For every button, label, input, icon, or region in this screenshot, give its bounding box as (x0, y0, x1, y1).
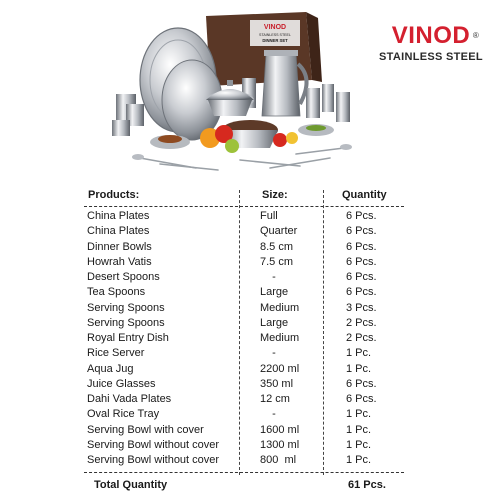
table-row (84, 438, 404, 453)
header-quantity: Quantity (342, 189, 387, 201)
table-row (84, 224, 404, 239)
cell-quantity: 6 Pcs. (346, 393, 377, 405)
cell-quantity: 6 Pcs. (346, 210, 377, 222)
table-row (84, 453, 404, 468)
total-row (84, 477, 404, 493)
header-products: Products: (88, 189, 140, 201)
brand-name-text: VINOD (391, 22, 471, 49)
cell-product: China Plates (87, 210, 150, 222)
table-row (84, 255, 404, 270)
cell-quantity: 1 Pc. (346, 347, 372, 360)
total-value: 61 Pcs. (348, 479, 386, 491)
cell-product: Juice Glasses (87, 377, 156, 390)
cell-product: Dahi Vada Plates (87, 393, 172, 405)
cell-quantity: 6 Pcs. (346, 225, 377, 238)
cell-quantity: 2 Pcs. (346, 332, 377, 344)
table-row (84, 377, 404, 392)
cell-product: Serving Bowl with cover (87, 423, 204, 436)
dinner-set-illustration (100, 8, 360, 180)
cell-quantity: 6 Pcs. (346, 286, 377, 299)
total-label: Total Quantity (94, 479, 168, 491)
cell-size: - (272, 271, 276, 283)
box-brand: VINOD (263, 24, 287, 31)
table-row (84, 346, 404, 361)
table-header (84, 187, 404, 207)
cell-product: Serving Bowl without cover (87, 438, 220, 451)
cell-quantity: 6 Pcs. (346, 271, 377, 283)
table-row (84, 240, 404, 255)
cell-size: Medium (260, 332, 300, 344)
cell-quantity: 3 Pcs. (346, 301, 377, 314)
table-body (84, 209, 404, 468)
cell-size: Large (260, 316, 289, 329)
cell-size: 12 cm (260, 393, 290, 405)
registered-mark: ® (472, 31, 480, 40)
table-row (84, 392, 404, 407)
cell-size: Quarter (260, 225, 298, 238)
cell-product: Royal Entry Dish (87, 332, 169, 344)
cell-quantity: 2 Pcs. (346, 316, 377, 329)
table-row (84, 301, 404, 316)
cell-quantity: 1 Pc. (346, 423, 372, 436)
cell-size: 8.5 cm (260, 240, 294, 253)
table-row (84, 362, 404, 377)
table-row (84, 423, 404, 438)
cell-product: Dinner Bowls (87, 240, 152, 253)
cell-size: 800 ml (260, 454, 297, 466)
product-photo (100, 8, 360, 180)
box-line1: STAINLESS STEEL (259, 33, 291, 37)
cell-product: Howrah Vatis (87, 255, 152, 268)
table-row (84, 285, 404, 300)
cell-quantity: 6 Pcs. (346, 255, 377, 268)
cell-size: Full (260, 210, 278, 222)
cell-size: 1600 ml (260, 423, 300, 436)
cell-product: Desert Spoons (87, 271, 160, 283)
cell-size: 7.5 cm (260, 255, 294, 268)
cell-product: Serving Spoons (87, 316, 165, 329)
cell-product: China Plates (87, 225, 150, 238)
cell-size: 350 ml (260, 377, 294, 390)
cell-quantity: 1 Pc. (346, 362, 372, 375)
cell-size: Medium (260, 301, 300, 314)
table-row (84, 316, 404, 331)
total-divider (84, 472, 404, 473)
cell-product: Serving Spoons (87, 301, 165, 314)
cell-quantity: 1 Pc. (346, 454, 372, 466)
bowl-stack (112, 94, 144, 136)
table-row (84, 209, 404, 224)
cell-size: - (272, 347, 276, 360)
brand-name (391, 22, 480, 49)
table-row (84, 331, 404, 346)
cell-size: - (272, 408, 276, 421)
header-size: Size: (262, 189, 288, 201)
cell-product: Oval Rice Tray (87, 408, 160, 421)
brand-logo (376, 24, 486, 63)
cell-size: 1300 ml (260, 438, 300, 451)
cell-quantity: 1 Pc. (346, 408, 372, 421)
header-divider (84, 206, 404, 207)
cell-size: 2200 ml (260, 362, 300, 375)
cell-quantity: 1 Pc. (346, 438, 372, 451)
brand-tagline: STAINLESS STEEL (379, 51, 483, 63)
cell-product: Aqua Jug (87, 362, 134, 375)
cutlery (140, 148, 344, 170)
cell-size: Large (260, 286, 289, 299)
table-row (84, 407, 404, 422)
cell-quantity: 6 Pcs. (346, 377, 377, 390)
cell-product: Serving Bowl without cover (87, 454, 220, 466)
cell-product: Tea Spoons (87, 286, 146, 299)
table-row (84, 270, 404, 285)
cell-quantity: 6 Pcs. (346, 240, 377, 253)
box-line2: DINNER SET (262, 38, 288, 43)
cell-product: Rice Server (87, 347, 145, 360)
